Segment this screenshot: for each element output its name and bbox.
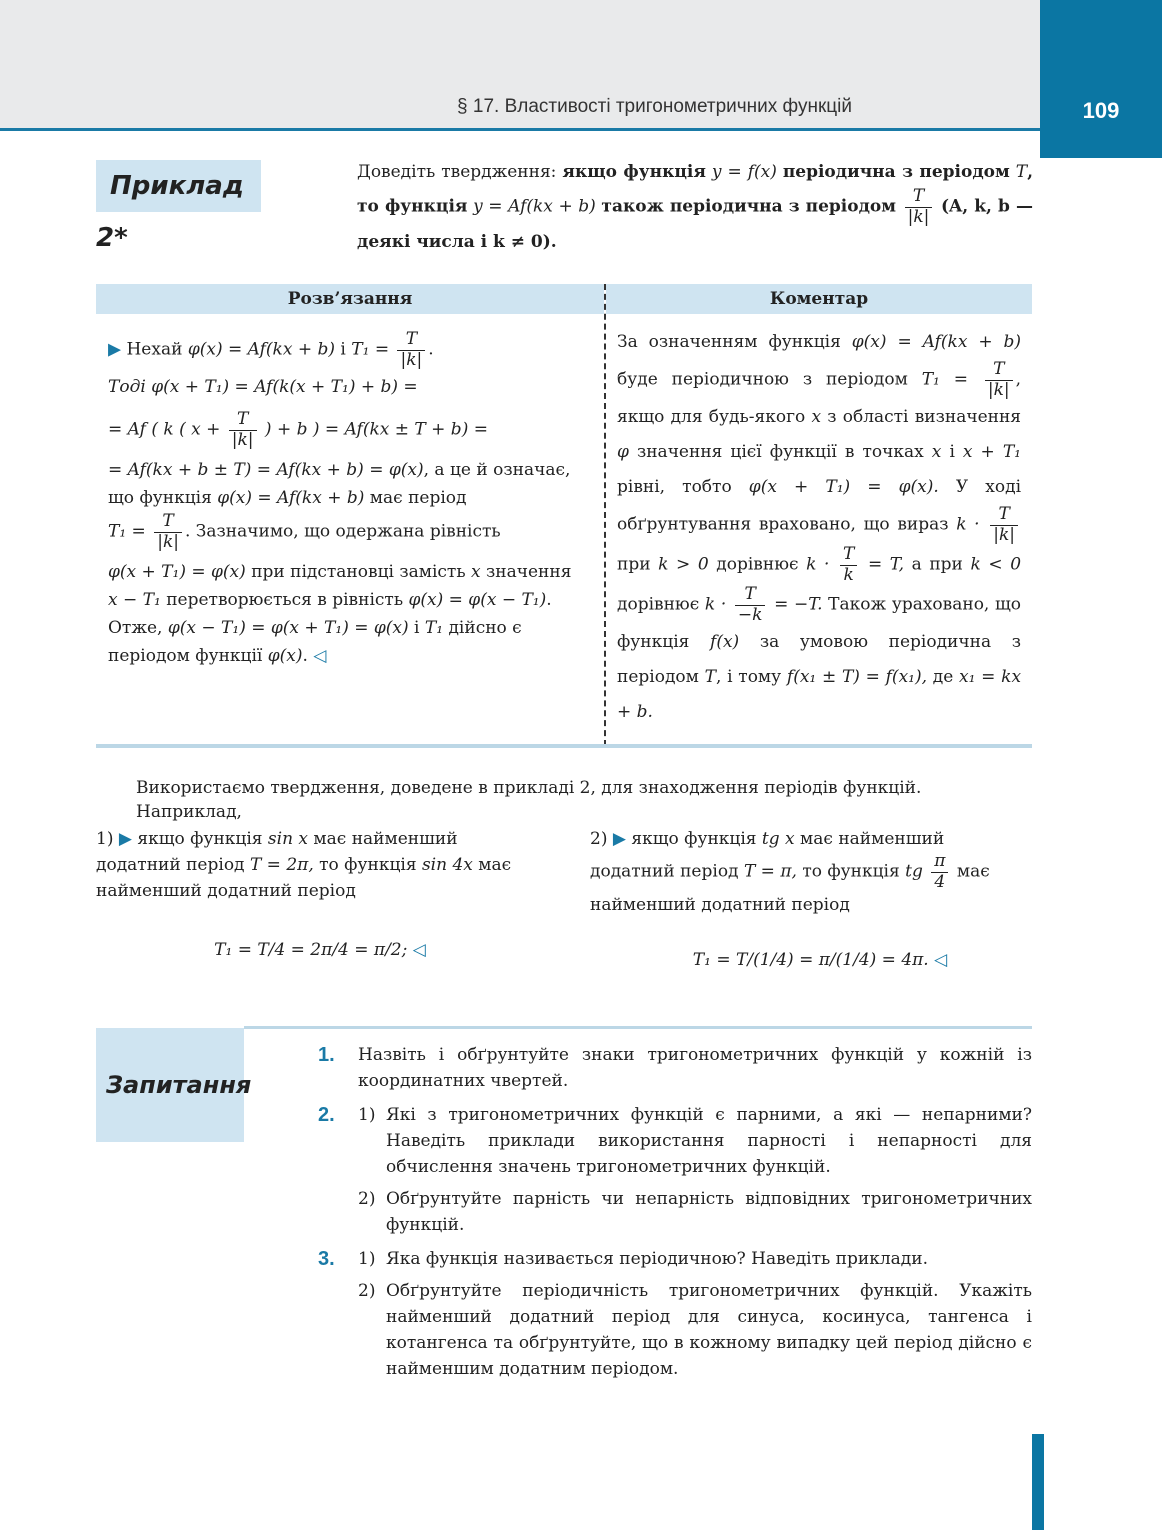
statement-tail: (A, k, b — деякі числа і k ≠ 0). [357, 196, 1034, 253]
question-text: Назвіть і обґрунтуйте знаки тригонометричних функцій у кожній із координатних чвертей. [358, 1045, 1032, 1091]
question-item [318, 1042, 1032, 1094]
example-formula: tg [905, 861, 923, 882]
end-mark-icon: ◁ [412, 940, 426, 960]
comment-formula: k · [806, 554, 830, 575]
example-fraction: $\frac{\pi}{4}$ [931, 852, 948, 892]
play-triangle-icon: ▶ [118, 829, 132, 849]
section-title: § 17. Властивості тригонометричних функцій [457, 96, 852, 117]
solution-text-part: . Зазначимо, що одержана рівність [184, 521, 501, 542]
example-formula: T = 2π, [249, 855, 314, 875]
comment-formula: x [931, 442, 942, 463]
table-bottom-rule [96, 744, 1032, 748]
solution-text-part: і [414, 618, 420, 639]
comment-text-part: Також [828, 594, 887, 615]
statement-intro: Доведіть твердження: [357, 162, 557, 182]
example-text: має найменший додатний період [590, 861, 990, 916]
question-part: 2) Обґрунтуйте парність чи непарність відповідних тригонометричних функцій. [358, 1189, 1032, 1235]
solution-text-part: і [340, 339, 346, 360]
solution-text-part: . Отже, [108, 590, 552, 639]
page-number-box [1040, 0, 1162, 158]
solution-formula: = Af(kx + b ± T) = Af(kx + b) = φ(x) [108, 460, 424, 481]
statement-fn1: y = f(x) [711, 162, 777, 182]
question-number: 3. [318, 1248, 335, 1270]
example-formula: T = π, [743, 861, 797, 882]
example-statement [357, 157, 1033, 257]
comment-fraction: $\frac{T}{|k|}$ [990, 505, 1018, 545]
question-number: 2. [318, 1104, 335, 1126]
play-triangle-icon: ▶ [108, 339, 122, 360]
example-text: якщо функція [631, 829, 757, 849]
page-edge-marker [1032, 1434, 1044, 1530]
period-fraction: $\frac{T}{|k|}$ [905, 187, 933, 227]
comment-text-part: дорівнює [716, 554, 799, 575]
comment-formula: k > 0 [658, 554, 709, 575]
usage-example-2 [590, 826, 1032, 918]
comment-formula: T₁ = [921, 369, 968, 390]
statement-part: також періодична з періодом [601, 196, 897, 217]
example-text: якщо функція [137, 829, 263, 849]
question-item [318, 1246, 1032, 1382]
formula-text: T₁ = T/(1/4) = π/(1/4) = 4π. [692, 950, 929, 970]
comment-fraction: $\frac{T}{k}$ [840, 545, 857, 585]
solution-text-part: має період [369, 488, 467, 509]
solution-formula: x [471, 562, 481, 583]
end-mark-icon: ◁ [934, 950, 948, 970]
column-divider [604, 284, 606, 746]
comment-text-part: буде періодичною з періодом [617, 369, 908, 390]
comment-text-part: при [617, 554, 651, 575]
question-part: 2) Обґрунтуйте періодичність тригонометричних функцій. Укажіть найменший додатний період для синуса, косинуса, тангенса і котангенса та обґрунтуйте, що в кожному випадку цей період дійсно є найменшим додатним періодом. [358, 1281, 1032, 1379]
solution-formula: φ(x) = φ(x − T₁) [408, 590, 547, 611]
comment-text-part: рівні, тобто [617, 477, 732, 498]
comment-text-part: а при [911, 554, 963, 575]
comment-formula: x + T₁ [962, 442, 1021, 463]
comment-column-header: Коментар [606, 284, 1032, 314]
example-text: то функція [319, 855, 417, 875]
comment-fraction: $\frac{T}{|k|}$ [985, 360, 1013, 400]
example-text: то функція [802, 861, 900, 882]
comment-formula: x [811, 407, 822, 428]
comment-formula: f(x) [710, 632, 740, 653]
questions-list [318, 1042, 1032, 1382]
statement-part: періодична з періодом [782, 162, 1010, 182]
solution-fraction: $\frac{T}{|k|}$ [154, 512, 182, 552]
comment-formula: φ(x) = Af(kx + b) [851, 332, 1022, 352]
usage-example-1 [96, 826, 540, 904]
page-header [0, 0, 1040, 131]
solution-formula: φ(x + T₁) = φ(x) [108, 562, 246, 583]
comment-formula: φ(x + T₁) = φ(x). [748, 477, 939, 498]
questions-label: Запитання [96, 1028, 244, 1142]
comment-text-part: де [932, 667, 954, 688]
comment-text-part: з області визначення [827, 407, 1022, 428]
question-number: 1. [318, 1044, 335, 1066]
example-label: Приклад 2* [96, 160, 261, 212]
end-of-solution-icon: ◁ [313, 646, 327, 667]
usage-formula-2 [690, 950, 950, 970]
comment-text: За означенням функція φ(x) = Af(kx + b) буде періодичною з періодом T₁ = $\frac{T}{|k|}$ , якщо для будь-якого x з області визначення φ значення цієї функції в точках x і x + T₁ рівні, тобто φ(x + T₁) = φ(x). У ході обґрунтування враховано, що вираз k · $\frac{T}{|k|}$ при k > 0 дорівнює k · $\frac{T}{k}$ = T, а при k < 0 дорівнює k · $\frac{T}{-k}$ = −T. Також ураховано, що функція f(x) за умовою періодична з періодом T, і тому f(x₁ ± T) = f(x₁), де x₁ = kx + b. [617, 332, 1022, 723]
comment-text-part: дорівнює [617, 594, 700, 615]
question-part: 1) Яка функція називається періодичною? Наведіть приклади. [358, 1249, 928, 1269]
statement-fn2: y = Af(kx + b) [473, 196, 596, 217]
example-text: має найменший додатний період [96, 855, 512, 901]
comment-formula: x₁ = kx + b. [617, 667, 1022, 723]
comment-formula: k · [704, 594, 727, 615]
comment-formula: T [704, 667, 716, 688]
solution-text: ▶ Нехай φ(x) = Af(kx + b) і T₁ = $\frac{T}{|k|}$ . Тоді φ(x + T₁) = Af(k(x + T₁) + b) = = Af ( k ( x + $\frac{T}{|k|}$ ) + b ) = Af(kx ± T + b) = = Af(kx + b ± T) = Af(kx + b) = φ(x), а це й означає, що функція φ(x) = Af(kx + b) має період T₁ = $\frac{T}{|k|}$ . Зазначимо, що одержана рівність φ(x + T₁) = φ(x) при підстановці замість x значення x − T₁ перетворюється в рівність φ(x) = φ(x − T₁). Отже, φ(x − T₁) = φ(x + T₁) = φ(x) і T₁ дійсно є періодом функції φ(x). ◁ [108, 330, 586, 670]
solution-formula: φ(x) = Af(kx + b) [187, 339, 336, 360]
solution-text-part: Нехай [126, 339, 183, 360]
comment-formula: = −T. [774, 594, 823, 615]
solution-formula: ) + b ) = Af(kx ± T + b) = [264, 419, 488, 440]
solution-text-part: , а це й означає, що функція [108, 460, 571, 509]
questions-rule [244, 1026, 1032, 1029]
example-formula: tg x [761, 829, 795, 849]
comment-text-part: якщо для будь-якого [617, 407, 806, 428]
solution-formula-line: Тоді φ(x + T₁) = Af(k(x + T₁) + b) = [108, 377, 418, 398]
example-number: 2) [590, 829, 608, 849]
solution-formula: φ(x) = Af(kx + b) [217, 488, 365, 509]
comment-text-part: У ході обґрунтування враховано, що вираз [617, 477, 1022, 535]
page-number: 109 [1082, 98, 1120, 123]
example-number: 1) [96, 829, 114, 849]
example-formula: sin 4x [421, 855, 473, 875]
statement-part: якщо функція [562, 162, 706, 182]
comment-formula: k · [956, 514, 980, 535]
solution-column-header: Розв’язання [96, 284, 604, 314]
solution-formula: φ(x) [267, 646, 303, 667]
solution-text-part: перетворюється в рівність [166, 590, 404, 611]
statement-T: T [1015, 162, 1028, 182]
example-text: має найменший додатний період [590, 829, 945, 882]
solution-fraction: $\frac{T}{|k|}$ [397, 330, 425, 370]
solution-fraction: $\frac{T}{|k|}$ [229, 410, 257, 450]
comment-formula: = T, [867, 554, 905, 575]
comment-text-part: і [949, 442, 955, 463]
comment-formula: φ [617, 442, 629, 463]
question-part: 1) Які з тригонометричних функцій є парними, а які — непарними? Наведіть приклади використання парності і непарності для обчислення значень тригонометричних функцій. [358, 1105, 1032, 1177]
comment-text-part: ураховано, що функція [617, 594, 1022, 653]
example-formula: sin x [267, 829, 309, 849]
solution-formula: T₁ = [108, 521, 146, 542]
comment-fraction: $\frac{T}{-k}$ [735, 585, 766, 625]
usage-intro: Використаємо твердження, доведене в прикладі 2, для знаходження періодів функцій. Наприклад, [136, 778, 922, 822]
solution-text-part: дійсно є періодом функції [108, 618, 522, 667]
solution-formula: T₁ = [351, 339, 390, 360]
question-item [318, 1102, 1032, 1238]
play-triangle-icon: ▶ [612, 829, 626, 849]
comment-text-part: за умовою періодична з періодом [617, 632, 1022, 688]
solution-formula: x − T₁ [108, 590, 161, 611]
comment-formula: f(x₁ ± T) = f(x₁), [786, 667, 928, 688]
comment-text-part: значення цієї функції в точках [636, 442, 924, 463]
solution-formula: = Af ( k ( x + [108, 419, 221, 440]
comment-formula: k < 0 [970, 554, 1022, 575]
comment-text-part: За означенням функція [617, 332, 841, 352]
usage-formula-1 [200, 940, 440, 960]
solution-formula: φ(x − T₁) = φ(x + T₁) = φ(x) [167, 618, 409, 639]
solution-text-part: при підстановці замість [251, 562, 466, 583]
example-text: має найменший додатний період [96, 829, 458, 875]
statement-part: , то функція [357, 162, 1034, 217]
solution-text-part: значення [486, 562, 572, 583]
solution-formula: T₁ [424, 618, 444, 639]
comment-text-part: , і тому [715, 667, 782, 688]
formula-text: T₁ = T/4 = 2π/4 = π/2; [214, 940, 408, 960]
